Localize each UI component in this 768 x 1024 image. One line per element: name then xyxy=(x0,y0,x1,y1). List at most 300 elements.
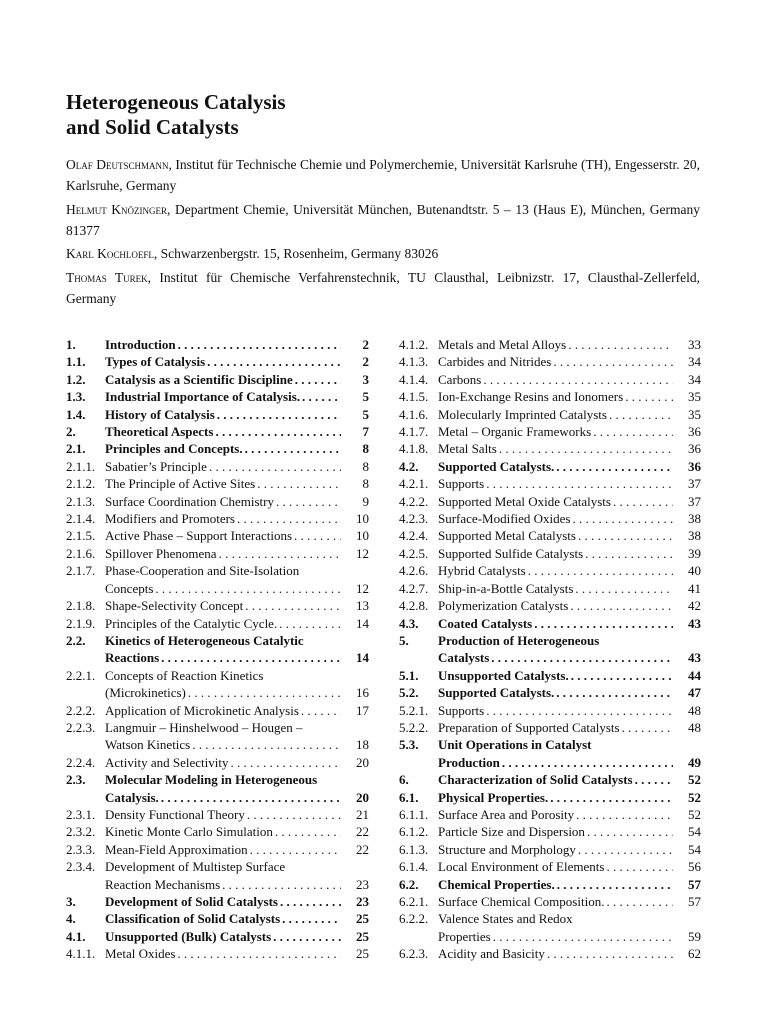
toc-entry[interactable] xyxy=(399,353,701,370)
author-name: Thomas Turek xyxy=(66,269,148,285)
toc-entry-title: History of Catalysis xyxy=(105,406,215,422)
toc-page-number: 12 xyxy=(356,580,369,596)
toc-entry[interactable] xyxy=(66,632,369,667)
toc-entry-title: Active Phase – Support Interactions xyxy=(105,528,293,544)
toc-entry-title: Particle Size and Dispersion xyxy=(438,824,585,840)
toc-page-number: 13 xyxy=(356,598,369,614)
toc-entry[interactable] xyxy=(66,388,369,405)
toc-entry[interactable] xyxy=(66,562,369,597)
toc-page-number: 62 xyxy=(688,946,701,962)
toc-dot-leader xyxy=(585,823,673,840)
author-name: Karl Kochloefl xyxy=(66,246,154,261)
toc-entry[interactable] xyxy=(399,493,701,510)
toc-dot-leader xyxy=(213,423,341,440)
toc-entry-title: Unit Operations in Catalyst xyxy=(438,737,592,753)
toc-entry-title: Production xyxy=(438,754,500,770)
toc-entry[interactable] xyxy=(399,562,701,579)
toc-page-number: 35 xyxy=(688,389,701,405)
author-affiliation: , Department Chemie, Universität München, Butenandtstr. 5 – 13 (Haus E), München, Germany 81377 xyxy=(66,201,700,238)
toc-entry-number: 2.3. xyxy=(66,772,86,788)
toc-entry-title: Concepts xyxy=(105,580,154,596)
toc-dot-leader xyxy=(484,702,673,719)
toc-dot-leader xyxy=(604,893,673,910)
toc-entry-title: Catalysis as a Scientific Discipline xyxy=(105,371,293,387)
toc-entry-number: 2.1.2. xyxy=(66,476,96,492)
toc-entry-title: Local Environment of Elements xyxy=(438,859,605,875)
toc-dot-leader xyxy=(248,841,341,858)
toc-dot-leader xyxy=(273,823,341,840)
toc-entry-title: Application of Microkinetic Analysis xyxy=(105,702,299,718)
toc-entry[interactable] xyxy=(399,440,701,457)
toc-entry-number: 2.3.4. xyxy=(66,859,96,875)
toc-entry[interactable] xyxy=(66,458,369,475)
toc-entry-number: 1. xyxy=(66,337,76,352)
toc-entry-number: 2.1.7. xyxy=(66,563,96,579)
toc-dot-leader xyxy=(217,545,341,562)
toc-page-number: 52 xyxy=(688,806,701,822)
toc-page-number: 12 xyxy=(356,545,369,561)
toc-entry[interactable] xyxy=(66,945,369,962)
toc-entry-title: Ship-in-a-Bottle Catalysts xyxy=(438,580,574,596)
toc-entry-number: 4.2.3. xyxy=(399,511,429,527)
toc-dot-leader xyxy=(243,597,341,614)
toc-dot-leader xyxy=(205,353,341,370)
toc-entry[interactable] xyxy=(399,423,701,440)
toc-page-number: 57 xyxy=(688,894,701,909)
toc-page-number: 33 xyxy=(688,337,701,352)
toc-entry[interactable] xyxy=(66,336,369,353)
toc-dot-leader xyxy=(604,858,673,875)
toc-entry-title: Supported Metal Oxide Catalysts xyxy=(438,493,611,509)
toc-entry-number: 4.2.6. xyxy=(399,563,429,579)
toc-page-number: 8 xyxy=(362,476,369,492)
toc-entry-title: Hybrid Catalysts xyxy=(438,563,526,579)
toc-page-number: 43 xyxy=(688,650,701,666)
toc-entry[interactable] xyxy=(399,684,701,701)
toc-entry-title: The Principle of Active Sites xyxy=(105,476,256,492)
toc-dot-leader xyxy=(299,702,341,719)
toc-entry-title: Metals and Metal Alloys xyxy=(438,337,567,352)
toc-entry[interactable] xyxy=(66,702,369,719)
title-line-1: Heterogeneous Catalysis xyxy=(66,90,286,114)
toc-page-number: 36 xyxy=(688,424,701,440)
toc-entry-number: 5.2. xyxy=(399,685,419,701)
author-list xyxy=(66,154,700,311)
toc-page-number: 52 xyxy=(688,789,701,805)
toc-entry[interactable] xyxy=(399,510,701,527)
toc-entry[interactable] xyxy=(399,806,701,823)
toc-entry-title: Principles of the Catalytic Cycle. xyxy=(105,615,278,631)
toc-page-number: 39 xyxy=(688,545,701,561)
toc-page-number: 8 xyxy=(362,441,369,457)
toc-dot-leader xyxy=(566,336,673,353)
toc-entry-title: Principles and Concepts. xyxy=(105,441,243,457)
toc-entry[interactable] xyxy=(399,597,701,614)
toc-dot-leader xyxy=(159,789,341,806)
toc-page-number: 20 xyxy=(356,754,369,770)
toc-dot-leader xyxy=(532,615,673,632)
toc-entry-number: 6.1.3. xyxy=(399,841,429,857)
toc-dot-leader xyxy=(526,562,673,579)
toc-page-number: 2 xyxy=(362,354,369,370)
toc-entry[interactable] xyxy=(399,527,701,544)
toc-dot-leader xyxy=(554,458,673,475)
toc-entry[interactable] xyxy=(399,702,701,719)
toc-entry-number: 2.1.8. xyxy=(66,598,96,614)
toc-entry-title: (Microkinetics) xyxy=(105,685,186,701)
toc-entry-title: Properties xyxy=(438,928,491,944)
toc-entry-number: 4.1.7. xyxy=(399,424,429,440)
author-entry xyxy=(66,243,700,264)
toc-entry-title: Molecular Modeling in Heterogeneous xyxy=(105,772,318,788)
toc-dot-leader xyxy=(175,945,341,962)
toc-page-number: 22 xyxy=(356,824,369,840)
toc-dot-leader xyxy=(623,388,673,405)
toc-entry-title: Density Functional Theory xyxy=(105,806,245,822)
toc-entry[interactable] xyxy=(66,823,369,840)
toc-entry[interactable] xyxy=(399,580,701,597)
toc-entry-number: 5. xyxy=(399,632,409,648)
toc-entry[interactable] xyxy=(399,719,701,736)
toc-page-number: 34 xyxy=(688,354,701,370)
toc-entry-number: 6.2.3. xyxy=(399,946,429,962)
toc-page-number: 16 xyxy=(356,685,369,701)
author-affiliation: , Schwarzenbergstr. 15, Rosenheim, Germany 83026 xyxy=(153,246,439,261)
toc-entry-title: Carbides and Nitrides xyxy=(438,354,552,370)
toc-dot-leader xyxy=(574,806,673,823)
toc-entry-number: 2.1.3. xyxy=(66,493,96,509)
toc-page-number: 9 xyxy=(362,493,369,509)
toc-entry-title: Shape-Selectivity Concept xyxy=(105,598,244,614)
toc-entry-title: Characterization of Solid Catalysts xyxy=(438,772,633,788)
toc-entry-number: 4.1.8. xyxy=(399,441,429,457)
toc-dot-leader xyxy=(611,493,673,510)
author-entry xyxy=(66,267,700,309)
toc-page-number: 18 xyxy=(356,737,369,753)
toc-dot-leader xyxy=(255,475,341,492)
toc-entry-number: 2.2.3. xyxy=(66,719,96,735)
toc-entry-title: Development of Solid Catalysts xyxy=(105,894,278,909)
toc-dot-leader xyxy=(573,580,673,597)
toc-dot-leader xyxy=(207,458,341,475)
toc-entry-number: 6. xyxy=(399,772,409,788)
toc-entry-title: Supported Catalysts. xyxy=(438,685,555,701)
toc-dot-leader xyxy=(583,545,673,562)
toc-page-number: 8 xyxy=(362,458,369,474)
toc-dot-leader xyxy=(481,371,673,388)
toc-entry[interactable] xyxy=(66,475,369,492)
toc-entry-title: Supports xyxy=(438,476,485,492)
toc-entry[interactable] xyxy=(399,876,701,893)
toc-entry[interactable] xyxy=(66,545,369,562)
toc-dot-leader xyxy=(292,527,341,544)
toc-entry-number: 6.2.2. xyxy=(399,911,429,927)
toc-dot-leader xyxy=(484,475,673,492)
toc-entry[interactable] xyxy=(66,493,369,510)
toc-entry-title: Supports xyxy=(438,702,485,718)
author-entry xyxy=(66,154,700,196)
toc-dot-leader xyxy=(271,928,341,945)
toc-dot-leader xyxy=(243,440,341,457)
toc-entry-number: 6.1.2. xyxy=(399,824,429,840)
toc-entry[interactable] xyxy=(66,615,369,632)
toc-entry[interactable] xyxy=(399,632,701,667)
toc-dot-leader xyxy=(228,754,341,771)
toc-dot-leader xyxy=(190,736,341,753)
toc-entry[interactable] xyxy=(399,736,701,771)
toc-entry-title: Coated Catalysts xyxy=(438,615,533,631)
toc-entry-number: 2.3.1. xyxy=(66,806,96,822)
toc-dot-leader xyxy=(497,440,673,457)
toc-left-column xyxy=(66,336,369,963)
toc-entry-title: Supported Sulfide Catalysts xyxy=(438,545,584,561)
toc-entry-number: 4.2.1. xyxy=(399,476,429,492)
toc-entry[interactable] xyxy=(399,388,701,405)
toc-dot-leader xyxy=(591,423,673,440)
toc-entry[interactable] xyxy=(66,440,369,457)
toc-page-number: 59 xyxy=(688,928,701,944)
toc-entry[interactable] xyxy=(66,910,369,927)
toc-dot-leader xyxy=(576,841,673,858)
toc-entry-number: 6.1.4. xyxy=(399,859,429,875)
toc-entry-title: Types of Catalysis xyxy=(105,354,206,370)
toc-entry-number: 4.1. xyxy=(66,928,86,944)
toc-entry[interactable] xyxy=(66,406,369,423)
toc-entry[interactable] xyxy=(399,458,701,475)
toc-entry-title: Catalysts xyxy=(438,650,490,666)
toc-entry-number: 4.1.4. xyxy=(399,371,429,387)
toc-dot-leader xyxy=(491,928,673,945)
toc-entry-title: Polymerization Catalysts xyxy=(438,598,569,614)
toc-dot-leader xyxy=(274,493,341,510)
toc-page-number: 14 xyxy=(356,615,369,631)
toc-dot-leader xyxy=(620,719,673,736)
toc-page-number: 25 xyxy=(356,946,369,962)
toc-entry-number: 2.1.1. xyxy=(66,458,96,474)
toc-dot-leader xyxy=(277,615,341,632)
toc-page-number: 38 xyxy=(688,511,701,527)
toc-page-number: 36 xyxy=(688,441,701,457)
toc-entry-title: Unsupported Catalysts. xyxy=(438,667,569,683)
toc-entry[interactable] xyxy=(66,806,369,823)
toc-dot-leader xyxy=(245,806,341,823)
toc-entry[interactable] xyxy=(66,858,369,893)
toc-entry[interactable] xyxy=(399,545,701,562)
toc-entry-title: Molecularly Imprinted Catalysts xyxy=(438,406,607,422)
toc-page-number: 10 xyxy=(356,511,369,527)
toc-entry-number: 6.2. xyxy=(399,876,419,892)
toc-entry[interactable] xyxy=(66,597,369,614)
toc-entry-title: Industrial Importance of Catalysis. xyxy=(105,389,301,405)
toc-entry-title: Spillover Phenomena xyxy=(105,545,217,561)
toc-entry[interactable] xyxy=(66,423,369,440)
toc-entry-number: 2.3.3. xyxy=(66,841,96,857)
toc-entry[interactable] xyxy=(399,858,701,875)
toc-entry-number: 2.1.9. xyxy=(66,615,96,631)
toc-page-number: 5 xyxy=(362,389,369,405)
toc-page-number: 48 xyxy=(688,702,701,718)
toc-page-number: 38 xyxy=(688,528,701,544)
toc-entry-number: 4.2.7. xyxy=(399,580,429,596)
toc-entry-number: 5.2.1. xyxy=(399,702,429,718)
toc-entry-title: Physical Properties. xyxy=(438,789,549,805)
toc-entry[interactable] xyxy=(66,754,369,771)
toc-entry-title: Preparation of Supported Catalysts xyxy=(438,719,620,735)
toc-entry-number: 2.1.5. xyxy=(66,528,96,544)
toc-entry-number: 2.2.1. xyxy=(66,667,96,683)
toc-entry-number: 4.2.8. xyxy=(399,598,429,614)
toc-page-number: 23 xyxy=(356,876,369,892)
toc-entry-title: Theoretical Aspects xyxy=(105,424,214,440)
author-affiliation: , Institut für Chemische Verfahrenstechnik, TU Clausthal, Leibnizstr. 17, Clausthal-Zellerfeld, Germany xyxy=(66,269,700,306)
toc-entry-title: Structure and Morphology xyxy=(438,841,576,857)
toc-dot-leader xyxy=(220,876,341,893)
toc-dot-leader xyxy=(159,649,341,666)
toc-entry-title: Mean-Field Approximation xyxy=(105,841,248,857)
toc-dot-leader xyxy=(176,336,341,353)
toc-dot-leader xyxy=(548,789,673,806)
toc-entry-title: Supported Catalysts. xyxy=(438,458,555,474)
toc-entry-title: Phase-Cooperation and Site-Isolation xyxy=(105,563,300,579)
toc-entry[interactable] xyxy=(66,719,369,754)
author-name: Olaf Deutschmann xyxy=(66,157,169,172)
toc-entry-number: 4.1.1. xyxy=(66,946,96,962)
toc-page-number: 40 xyxy=(688,563,701,579)
toc-entry-number: 4.3. xyxy=(399,615,419,631)
toc-entry-number: 2. xyxy=(66,424,76,440)
toc-entry-title: Surface Coordination Chemistry xyxy=(105,493,274,509)
toc-dot-leader xyxy=(576,527,673,544)
toc-entry-number: 1.4. xyxy=(66,406,86,422)
toc-entry-number: 6.2.1. xyxy=(399,894,429,909)
toc-page-number: 3 xyxy=(362,371,369,387)
toc-page-number: 17 xyxy=(356,702,369,718)
toc-page-number: 36 xyxy=(688,458,701,474)
author-entry xyxy=(66,199,700,241)
toc-entry-number: 1.3. xyxy=(66,389,86,405)
toc-page-number: 14 xyxy=(356,650,369,666)
toc-dot-leader xyxy=(300,388,341,405)
toc-entry-number: 4.1.3. xyxy=(399,354,429,370)
toc-page-number: 23 xyxy=(356,894,369,909)
toc-dot-leader xyxy=(569,667,673,684)
toc-dot-leader xyxy=(186,684,341,701)
toc-entry-title: Sabatier’s Principle xyxy=(105,458,207,474)
toc-entry[interactable] xyxy=(399,789,701,806)
toc-entry-number: 4.2.4. xyxy=(399,528,429,544)
toc-entry[interactable] xyxy=(399,823,701,840)
toc-page-number: 10 xyxy=(356,528,369,544)
toc-entry[interactable] xyxy=(66,667,369,702)
toc-entry-title: Chemical Properties. xyxy=(438,876,555,892)
toc-page-number: 25 xyxy=(356,911,369,927)
toc-entry-number: 4.2.5. xyxy=(399,545,429,561)
toc-page-number: 7 xyxy=(362,424,369,440)
toc-entry-number: 4.2. xyxy=(399,458,419,474)
toc-entry[interactable] xyxy=(399,945,701,962)
toc-page-number: 44 xyxy=(688,667,701,683)
toc-dot-leader xyxy=(633,771,673,788)
toc-dot-leader xyxy=(280,910,341,927)
toc-entry[interactable] xyxy=(66,928,369,945)
toc-entry-number: 2.1. xyxy=(66,441,86,457)
toc-dot-leader xyxy=(545,945,673,962)
toc-page-number: 42 xyxy=(688,598,701,614)
toc-page-number: 49 xyxy=(688,754,701,770)
author-name: Helmut Knözinger xyxy=(66,201,168,217)
toc-entry-number: 2.1.4. xyxy=(66,511,96,527)
toc-entry[interactable] xyxy=(399,841,701,858)
toc-entry-number: 4.1.2. xyxy=(399,337,429,352)
toc-entry[interactable] xyxy=(399,336,701,353)
toc-entry-title: Reactions xyxy=(105,650,160,666)
toc-page-number: 43 xyxy=(688,615,701,631)
toc-entry-number: 2.1.6. xyxy=(66,545,96,561)
toc-entry[interactable] xyxy=(399,615,701,632)
page-title xyxy=(66,90,706,140)
toc-page-number: 25 xyxy=(356,928,369,944)
toc-entry[interactable] xyxy=(399,667,701,684)
toc-entry[interactable] xyxy=(399,893,701,910)
toc-entry-number: 6.1. xyxy=(399,789,419,805)
toc-entry-title: Unsupported (Bulk) Catalysts xyxy=(105,928,272,944)
toc-page-number: 47 xyxy=(688,685,701,701)
toc-entry[interactable] xyxy=(66,771,369,806)
toc-entry[interactable] xyxy=(399,771,701,788)
toc-entry-title: Carbons xyxy=(438,371,482,387)
toc-entry-title: Surface-Modified Oxides xyxy=(438,511,571,527)
toc-entry-title: Production of Heterogeneous xyxy=(438,632,600,648)
toc-entry-title: Metal Salts xyxy=(438,441,497,457)
toc-dot-leader xyxy=(278,893,341,910)
toc-entry[interactable] xyxy=(66,893,369,910)
toc-entry-title: Modifiers and Promoters xyxy=(105,511,235,527)
toc-entry-title: Metal Oxides xyxy=(105,946,176,962)
toc-page-number: 22 xyxy=(356,841,369,857)
toc-dot-leader xyxy=(571,510,674,527)
toc-entry-number: 5.3. xyxy=(399,737,419,753)
toc-entry[interactable] xyxy=(399,371,701,388)
toc-entry[interactable] xyxy=(66,510,369,527)
toc-entry-title: Kinetic Monte Carlo Simulation xyxy=(105,824,273,840)
toc-entry-title: Activity and Selectivity xyxy=(105,754,229,770)
toc-entry-number: 4.1.6. xyxy=(399,406,429,422)
toc-dot-leader xyxy=(554,684,673,701)
toc-entry-title: Supported Metal Catalysts xyxy=(438,528,576,544)
toc-page-number: 37 xyxy=(688,493,701,509)
toc-entry[interactable] xyxy=(399,475,701,492)
toc-page-number: 21 xyxy=(356,806,369,822)
toc-entry-number: 1.1. xyxy=(66,354,86,370)
toc-dot-leader xyxy=(153,580,341,597)
toc-right-column xyxy=(399,336,701,963)
toc-entry[interactable] xyxy=(66,527,369,544)
toc-page-number: 34 xyxy=(688,371,701,387)
toc-page-number: 37 xyxy=(688,476,701,492)
toc-entry[interactable] xyxy=(66,353,369,370)
toc-entry-title: Watson Kinetics xyxy=(105,737,191,753)
toc-entry[interactable] xyxy=(66,371,369,388)
toc-entry[interactable] xyxy=(66,841,369,858)
toc-entry-title: Surface Chemical Composition. xyxy=(438,894,605,909)
toc-entry-number: 5.1. xyxy=(399,667,419,683)
toc-entry[interactable] xyxy=(399,406,701,423)
toc-entry-title: Catalysis. xyxy=(105,789,159,805)
toc-entry-title: Reaction Mechanisms xyxy=(105,876,221,892)
toc-page-number: 5 xyxy=(362,406,369,422)
toc-entry[interactable] xyxy=(399,910,701,945)
title-line-2: and Solid Catalysts xyxy=(66,115,239,139)
